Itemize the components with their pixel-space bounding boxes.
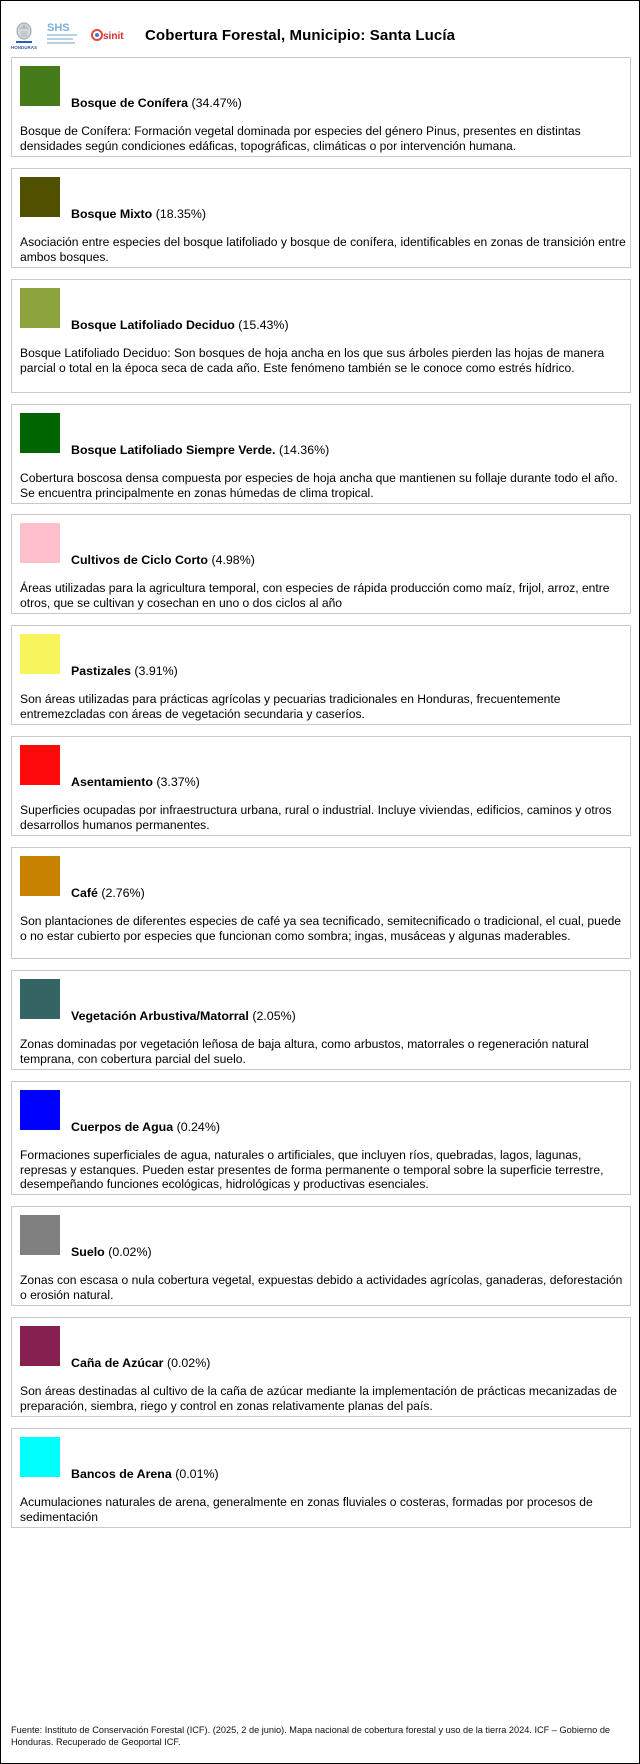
coverage-description: Superficies ocupadas por infraestructura urbana, rural o industrial. Incluye viviendas, edificios, caminos y otros desarrollos humanos permanentes. (20, 803, 612, 832)
color-swatch (20, 634, 60, 674)
color-swatch (20, 177, 60, 217)
logo-group (9, 15, 131, 55)
coverage-description: Zonas con escasa o nula cobertura vegetal, expuestas debido a actividades agrícolas, ganaderas, deforestación o erosión natural. (20, 1273, 623, 1302)
coverage-percent: (2.76%) (101, 886, 145, 900)
coverage-name: Bosque Latifoliado Deciduo (71, 318, 235, 332)
color-swatch (20, 1090, 60, 1130)
sinit-logo-text: sinit (103, 31, 124, 42)
coverage-card (11, 279, 631, 393)
color-swatch (20, 523, 60, 563)
coverage-card (11, 404, 631, 504)
shs-logo-icon (45, 17, 85, 53)
coverage-name: Bosque Latifoliado Siempre Verde. (71, 443, 276, 457)
coverage-heading (71, 1120, 220, 1134)
coverage-percent: (3.91%) (134, 664, 178, 678)
coverage-percent: (34.47%) (191, 96, 242, 110)
coverage-card (11, 736, 631, 836)
coverage-percent: (14.36%) (278, 443, 330, 457)
coverage-heading (71, 1356, 210, 1370)
coverage-heading (71, 553, 255, 567)
coverage-card (11, 1081, 631, 1195)
coverage-name: Bosque Mixto (71, 207, 153, 221)
coverage-card (11, 847, 631, 959)
coverage-name: Cultivos de Ciclo Corto (71, 553, 208, 567)
color-swatch (20, 66, 60, 106)
honduras-seal-icon (9, 17, 39, 53)
coverage-description: Bosque Latifoliado Deciduo: Son bosques de hoja ancha en los que sus árboles pierden las hojas de manera parcial o total en la época seca de cada año. Este fenómeno también se le conoce como estrés hídrico. (20, 346, 605, 375)
coverage-heading (71, 1009, 296, 1023)
coverage-description: Formaciones superficiales de agua, naturales o artificiales, que incluyen ríos, quebradas, lagos, lagunas, represas y estanques. Pueden estar presentes de forma permanente o temporal sobre la superficie terrestre, desempeñando funciones ecológicas, hidrológicas y productivas esenciales. (20, 1148, 604, 1192)
coverage-card (11, 57, 631, 157)
coverage-heading (71, 886, 145, 900)
coverage-percent: (18.35%) (155, 207, 206, 221)
coverage-heading (71, 318, 289, 332)
coverage-heading (71, 1245, 152, 1259)
coverage-name: Café (71, 886, 98, 900)
color-swatch (20, 745, 60, 785)
coverage-name: Asentamiento (71, 775, 153, 789)
color-swatch (20, 1215, 60, 1255)
coverage-heading (71, 775, 200, 789)
color-swatch (20, 979, 60, 1019)
coverage-card (11, 970, 631, 1070)
coverage-name: Caña de Azúcar (71, 1356, 164, 1370)
color-swatch (20, 413, 60, 453)
coverage-card (11, 514, 631, 614)
coverage-heading (71, 664, 178, 678)
coverage-heading (71, 443, 329, 457)
coverage-description: Zonas dominadas por vegetación leñosa de baja altura, como arbustos, matorrales o regeneración natural temprana, con cobertura parcial del suelo. (20, 1037, 589, 1066)
coverage-percent: (3.37%) (156, 775, 200, 789)
honduras-logo-text: HONDURAS (10, 44, 37, 50)
coverage-percent: (4.98%) (211, 553, 255, 567)
source-footnote: Fuente: Instituto de Conservación Forestal (ICF). (2025, 2 de junio). Mapa nacional de cobertura forestal y uso de la tierra 2024. ICF – Gobierno de Honduras. Recuperado de Geoportal ICF. (11, 1725, 611, 1747)
coverage-heading (71, 207, 206, 221)
coverage-description: Áreas utilizadas para la agricultura temporal, con especies de rápida producción como maíz, frijol, arroz, entre otros, que se cultivan y cosechan en uno o dos ciclos al año (20, 581, 610, 610)
coverage-description: Son áreas utilizadas para prácticas agrícolas y pecuarias tradicionales en Honduras, frecuentemente entremezcladas con áreas de vegetación secundaria y caseríos. (20, 692, 561, 721)
svg-text:SHS: SHS (47, 22, 70, 34)
coverage-description: Bosque de Conífera: Formación vegetal dominada por especies del género Pinus, presentes en distintas densidades según condiciones edáficas, topográficas, climáticas o por intervención humana. (20, 124, 581, 153)
coverage-description: Son áreas destinadas al cultivo de la caña de azúcar mediante la implementación de prácticas mecanizadas de preparación, siembra, riego y control en zonas relativamente planas del país. (20, 1384, 617, 1413)
coverage-card (11, 625, 631, 725)
color-swatch (20, 1437, 60, 1477)
coverage-description: Asociación entre especies del bosque latifoliado y bosque de conífera, identificables en zonas de transición entre ambos bosques. (20, 235, 626, 264)
page-header (9, 15, 629, 55)
coverage-description: Cobertura boscosa densa compuesta por especies de hoja ancha que mantienen su follaje durante todo el año. Se encuentra principalmente en zonas húmedas de clima tropical. (20, 471, 618, 500)
coverage-description: Acumulaciones naturales de arena, generalmente en zonas fluviales o costeras, formadas por procesos de sedimentación (20, 1495, 593, 1524)
sinit-logo-icon (91, 17, 129, 53)
coverage-card (11, 168, 631, 268)
color-swatch (20, 288, 60, 328)
coverage-name: Cuerpos de Agua (71, 1120, 174, 1134)
coverage-name: Suelo (71, 1245, 105, 1259)
coverage-description: Son plantaciones de diferentes especies de café ya sea tecnificado, semitecnificado o tradicional, el cual, puede o no estar cubierto por especies que funcionan como sombra; ingas, musáceas y algunas maderables. (20, 914, 622, 943)
color-swatch (20, 1326, 60, 1366)
coverage-card (11, 1428, 631, 1528)
coverage-card (11, 1317, 631, 1417)
coverage-percent: (0.02%) (166, 1356, 211, 1370)
coverage-card (11, 1206, 631, 1306)
coverage-name: Vegetación Arbustiva/Matorral (71, 1009, 249, 1023)
coverage-percent: (2.05%) (252, 1009, 296, 1023)
coverage-percent: (0.24%) (176, 1120, 220, 1134)
coverage-name: Pastizales (71, 664, 131, 678)
page-title: Cobertura Forestal, Municipio: Santa Lucía (145, 26, 456, 44)
coverage-percent: (0.02%) (108, 1245, 152, 1259)
coverage-heading (71, 96, 242, 110)
coverage-percent: (15.43%) (238, 318, 289, 332)
color-swatch (20, 856, 60, 896)
coverage-name: Bancos de Arena (71, 1467, 172, 1481)
coverage-heading (71, 1467, 219, 1481)
coverage-percent: (0.01%) (175, 1467, 219, 1481)
coverage-name: Bosque de Conífera (71, 96, 189, 110)
